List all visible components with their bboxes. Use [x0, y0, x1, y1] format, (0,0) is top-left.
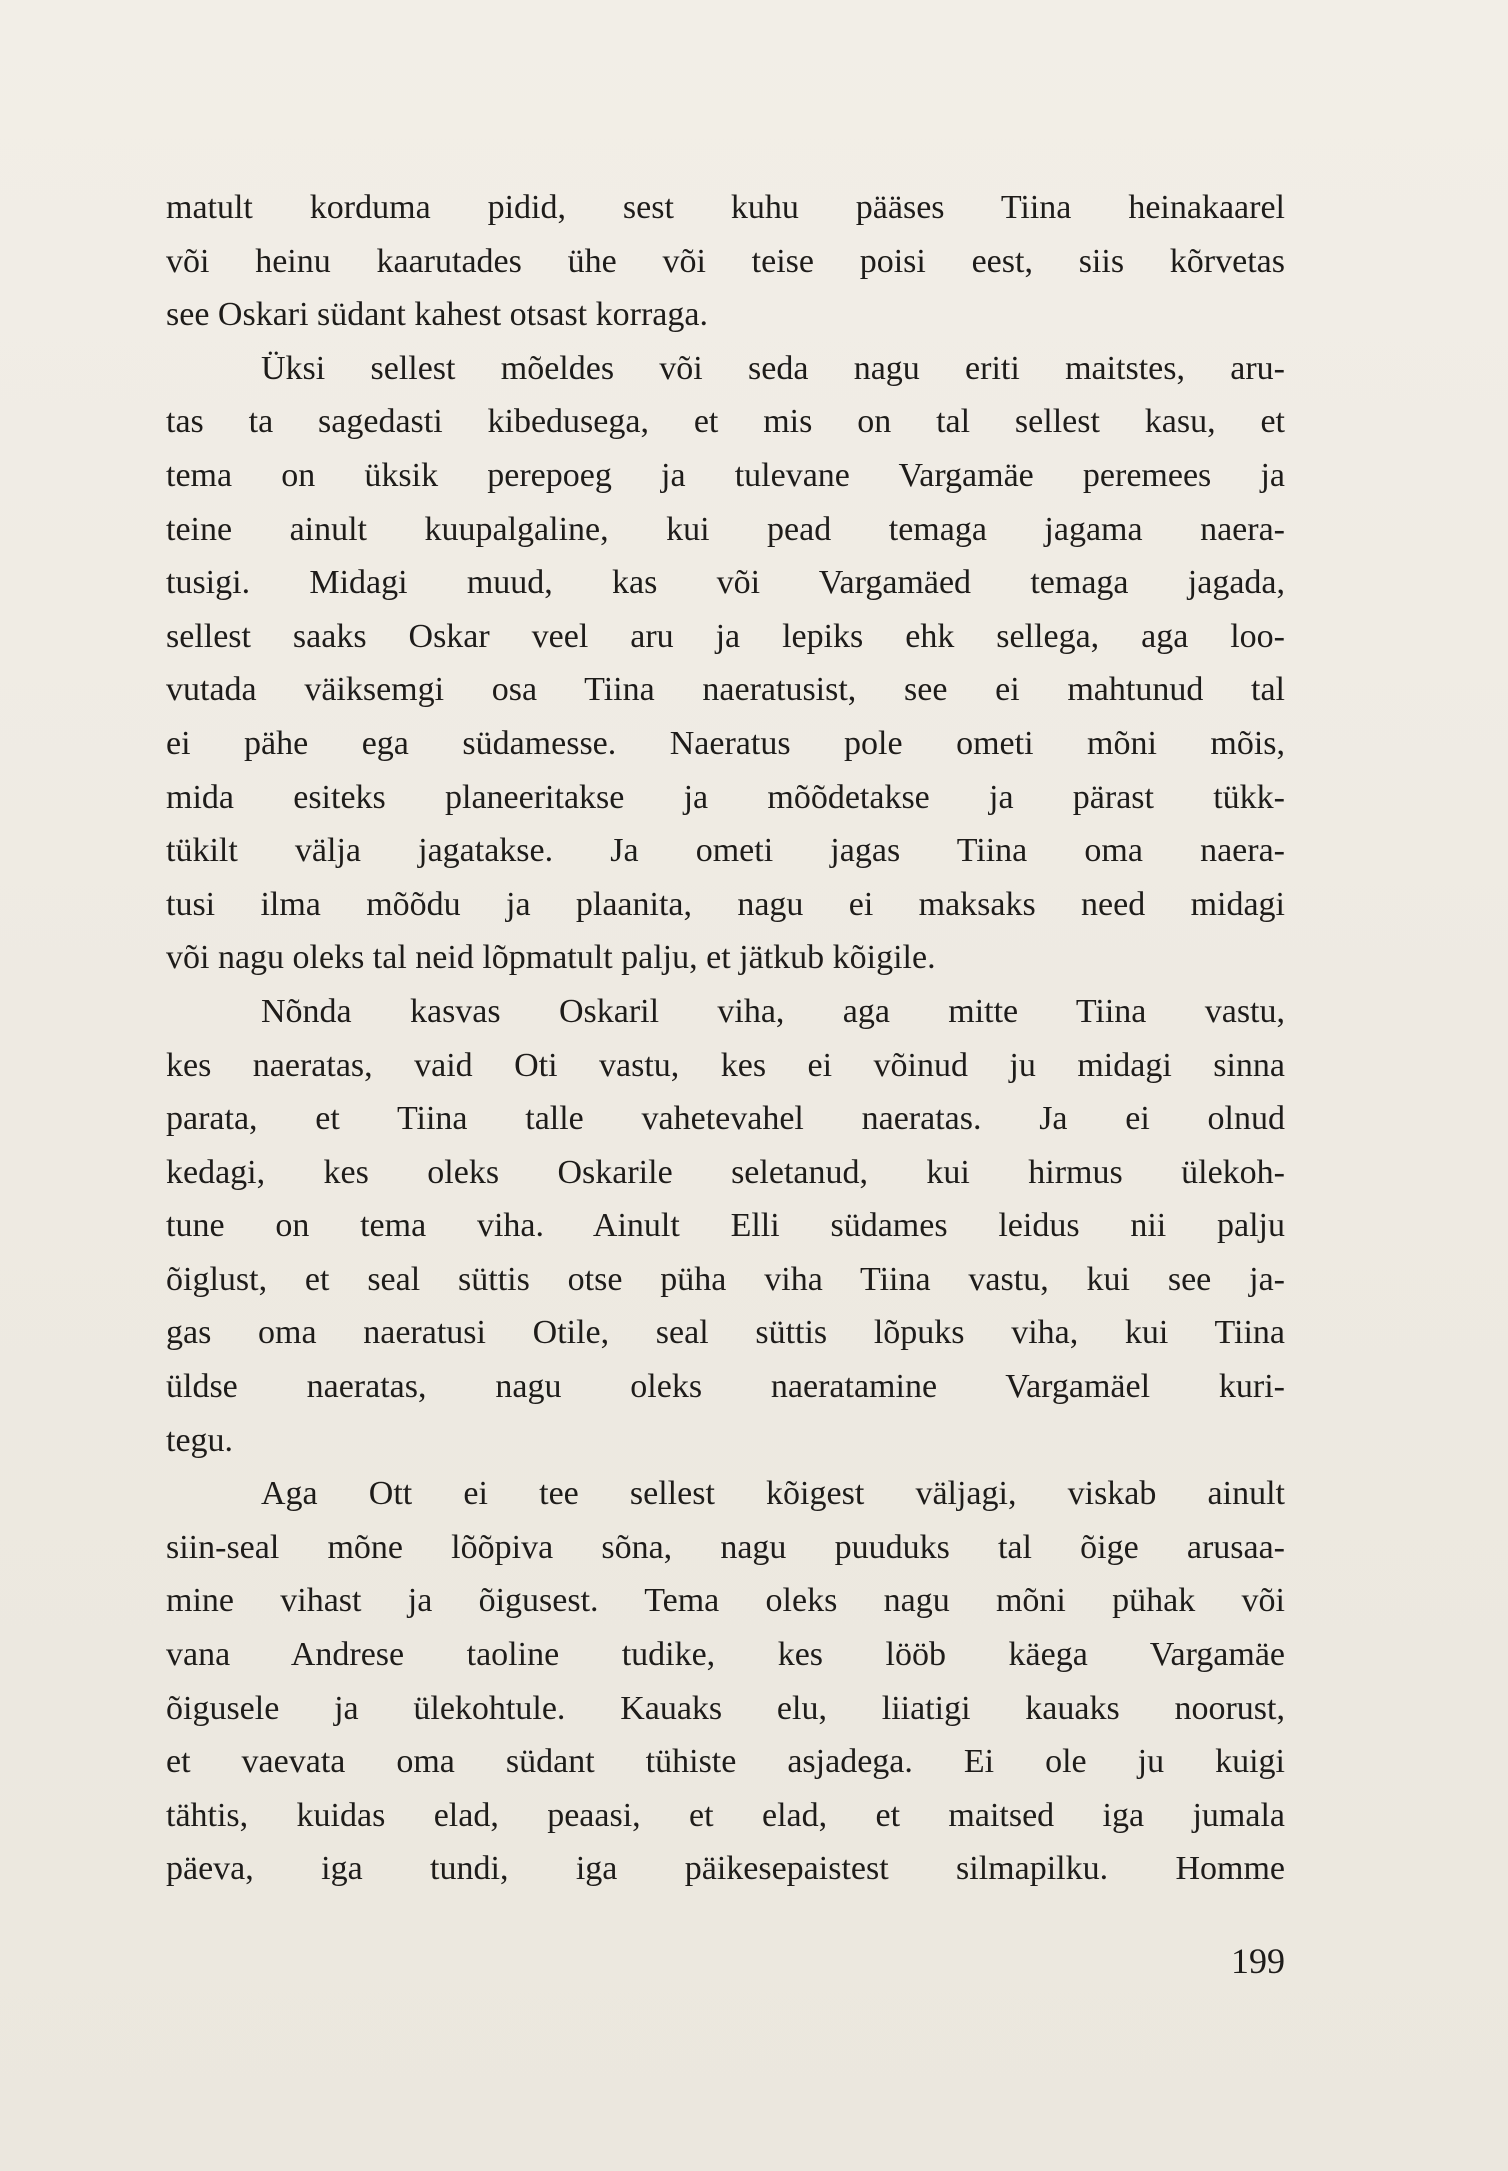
text-line: või heinu kaarutades ühe või teise poisi eest, siis kõrvetas — [166, 242, 1285, 280]
text-line: Aga Ott ei tee sellest kõigest väljagi, viskab ainult — [261, 1475, 1285, 1513]
text-line: õiglust, et seal süttis otse püha viha Tiina vastu, kui see ja- — [166, 1260, 1285, 1298]
text-line: vana Andrese taoline tudike, kes lööb käega Vargamäe — [166, 1636, 1285, 1674]
text-line: parata, et Tiina talle vahetevahel naeratas. Ja ei olnud — [166, 1100, 1285, 1138]
text-line: või nagu oleks tal neid lõpmatult palju, et jätkub kõigile. — [166, 939, 936, 977]
text-line: Nõnda kasvas Oskaril viha, aga mitte Tiina vastu, — [261, 992, 1285, 1030]
text-line: mida esiteks planeeritakse ja mõõdetakse ja pärast tükk- — [166, 778, 1285, 816]
text-line: tähtis, kuidas elad, peaasi, et elad, et maitsed iga jumala — [166, 1796, 1285, 1834]
text-line: tükilt välja jagatakse. Ja ometi jagas Tiina oma naera- — [166, 832, 1285, 870]
text-line: Üksi sellest mõeldes või seda nagu eriti maitstes, aru- — [261, 349, 1285, 387]
text-line: kedagi, kes oleks Oskarile seletanud, kui hirmus ülekoh- — [166, 1153, 1285, 1191]
text-line: kes naeratas, vaid Oti vastu, kes ei võinud ju midagi sinna — [166, 1046, 1285, 1084]
text-line: mine vihast ja õigusest. Tema oleks nagu mõni pühak või — [166, 1582, 1285, 1620]
text-line: et vaevata oma südant tühiste asjadega. Ei ole ju kuigi — [166, 1743, 1285, 1781]
text-line: tune on tema viha. Ainult Elli südames leidus nii palju — [166, 1207, 1285, 1245]
text-line: matult korduma pidid, sest kuhu pääses Tiina heinakaarel — [166, 189, 1285, 226]
text-line: ei pähe ega südamesse. Naeratus pole ometi mõni mõis, — [166, 724, 1285, 762]
text-line: tusigi. Midagi muud, kas või Vargamäed temaga jagada, — [166, 564, 1285, 602]
text-line: tas ta sagedasti kibedusega, et mis on tal sellest kasu, et — [166, 403, 1285, 441]
text-line: teine ainult kuupalgaline, kui pead temaga jagama naera- — [166, 510, 1285, 548]
text-line: päeva, iga tundi, iga päikesepaistest silmapilku. Homme — [166, 1850, 1285, 1888]
text-line: tegu. — [166, 1421, 234, 1459]
text-line: tusi ilma mõõdu ja plaanita, nagu ei maksaks need midagi — [166, 885, 1285, 923]
text-line: õigusele ja ülekohtule. Kauaks elu, liiatigi kauaks noorust, — [166, 1689, 1285, 1727]
text-line: vutada väiksemgi osa Tiina naeratusist, see ei mahtunud tal — [166, 671, 1285, 709]
text-line: üldse naeratas, nagu oleks naeratamine Vargamäel kuri- — [166, 1368, 1285, 1406]
page-number: 199 — [1231, 1941, 1285, 1981]
text-line: gas oma naeratusi Otile, seal süttis lõpuks viha, kui Tiina — [166, 1314, 1285, 1352]
body-text — [166, 181, 1285, 1896]
text-line: tema on üksik perepoeg ja tulevane Vargamäe peremees ja — [166, 456, 1285, 494]
text-line: sellest saaks Oskar veel aru ja lepiks ehk sellega, aga loo- — [166, 617, 1285, 655]
text-line: see Oskari südant kahest otsast korraga. — [166, 296, 708, 334]
text-line: siin-seal mõne lõõpiva sõna, nagu puuduks tal õige arusaa- — [166, 1528, 1285, 1566]
